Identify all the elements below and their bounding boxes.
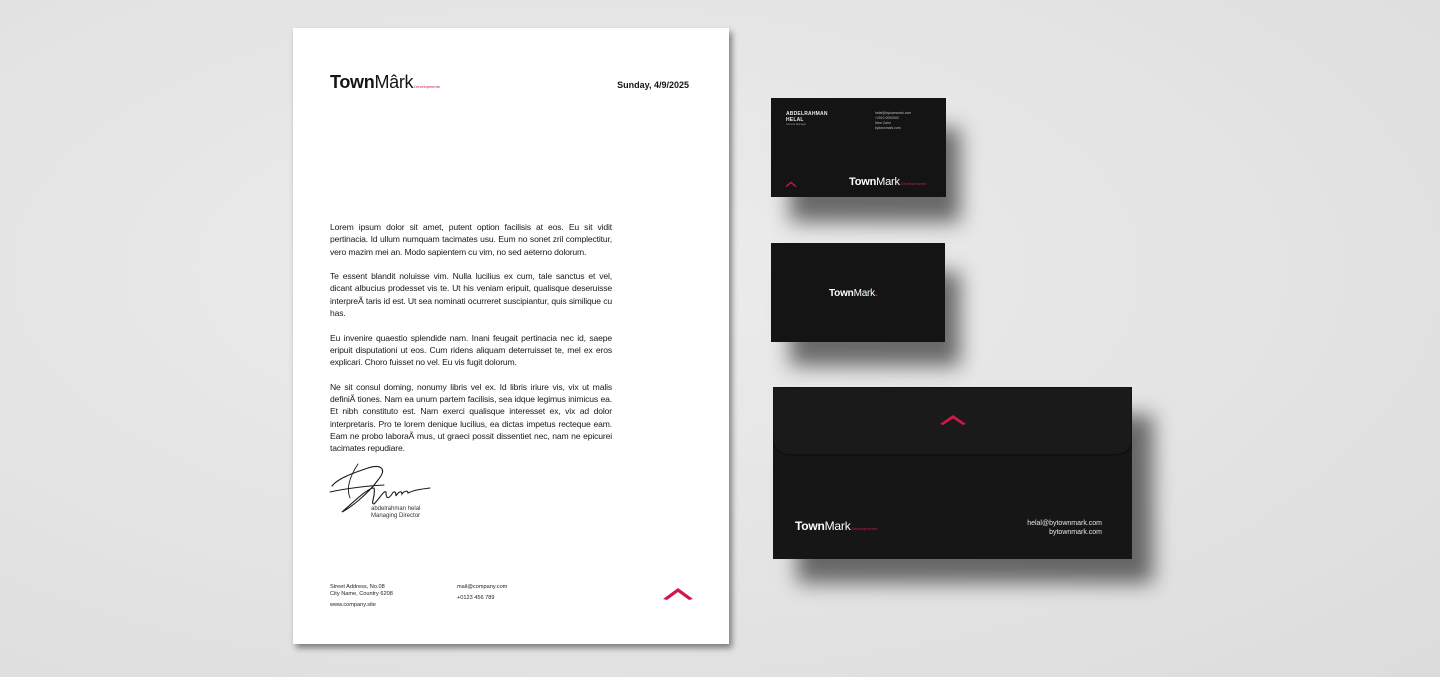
card-role: General Manager xyxy=(786,123,807,126)
footer-phone: +0123 456 789 xyxy=(457,595,495,601)
signer-title: Managing Director xyxy=(371,513,421,519)
card-email: helal@bytownmark.com xyxy=(875,111,912,115)
logo-subtitle: Developments xyxy=(414,84,440,89)
card-first-name: ABDELRAHMAN xyxy=(786,111,828,117)
card-last-name: HELAL xyxy=(786,117,804,123)
envelope xyxy=(773,387,1132,559)
footer-address-line2: City Name, Country 6208 xyxy=(330,591,393,597)
letterhead-logo xyxy=(330,72,440,93)
footer-website: www.company.site xyxy=(330,602,376,608)
card-website: bytownmark.com xyxy=(875,126,901,130)
logo-word-town: Town xyxy=(330,72,375,92)
letter-body xyxy=(330,221,612,467)
card-phone: +2010 0000000 xyxy=(875,116,899,120)
logo-word-mark: Mark xyxy=(824,519,851,533)
chevron-up-icon xyxy=(939,413,967,425)
chevron-up-icon xyxy=(662,585,694,601)
letter-paragraph: Ne sit consul doming, nonumy libris vel ex. Id libris iriure vis, vix ut malis definiÃ tiones. Nam ea unum partem facilisis, sea idque legimus inimicus ea. Et nibh constituto est. Nam exerci qualisque interesset ex, vix ad dolor interpretaris. Pro te lorem denique lucilius, ea dictas impetus recteque eam. Eam ne probo laboraÃ mus, ut graeci possit dissentiet nec, nam ne epicurei tacimates repudiare. xyxy=(330,381,612,454)
card-city: New Cairo xyxy=(875,121,891,125)
logo-word-town: Town xyxy=(829,288,854,299)
footer-address-line1: Street Address, No.08 xyxy=(330,584,385,590)
footer-email: mail@company.com xyxy=(457,584,508,590)
logo-dot: . xyxy=(874,288,878,299)
logo-word-mark: Mârk xyxy=(374,72,414,92)
logo-word-mark: Mark xyxy=(876,176,900,188)
letter-paragraph: Eu invenire quaestio splendide nam. Inani feugait pertinacia nec id, saepe eripuit disputationi ut eos. Cum ridens aliquam deterruisset te, mel ex eros explicari. Choro fuisset no vel. Eu vis fugit dolorum. xyxy=(330,332,612,368)
letter-paragraph: Lorem ipsum dolor sit amet, putent option facilisis at eos. Eu sit vidit pertinacia. Id ullum numquam tacimates usu. Eum no sonet zril complectitur, vero mazim mei an. Modo sapientem cu vim, no sed aeterno dolorum. xyxy=(330,222,612,257)
card-logo xyxy=(849,176,926,188)
chevron-up-icon xyxy=(785,181,797,187)
envelope-email: helal@bytownmark.com xyxy=(1027,520,1102,527)
card-back-logo xyxy=(829,288,878,299)
logo-subtitle: Developments xyxy=(851,526,878,531)
logo-word-town: Town xyxy=(795,519,825,533)
logo-word-town: Town xyxy=(849,176,877,188)
business-card-front xyxy=(771,98,946,197)
letter-date: Sunday, 4/9/2025 xyxy=(617,80,689,90)
logo-word-mark: Mark xyxy=(853,288,875,299)
signer-name: abdelrahman helal xyxy=(371,506,421,512)
envelope-website: bytownmark.com xyxy=(1049,529,1102,536)
letter-paragraph: Te essent blandit noluisse vim. Nulla lucilius ex cum, tale sanctus et vel, dicant albucius prodesset vis te. Ut his veniam eripuit, qualisque deseruisse interpreÃ taris id est. Ut sea nominati ocurreret suscipiantur, quis similique cu has. xyxy=(330,271,612,319)
letterhead-sheet xyxy=(293,28,729,644)
logo-subtitle: Developments xyxy=(900,181,927,186)
business-card-back xyxy=(771,243,945,342)
envelope-logo xyxy=(795,519,877,533)
